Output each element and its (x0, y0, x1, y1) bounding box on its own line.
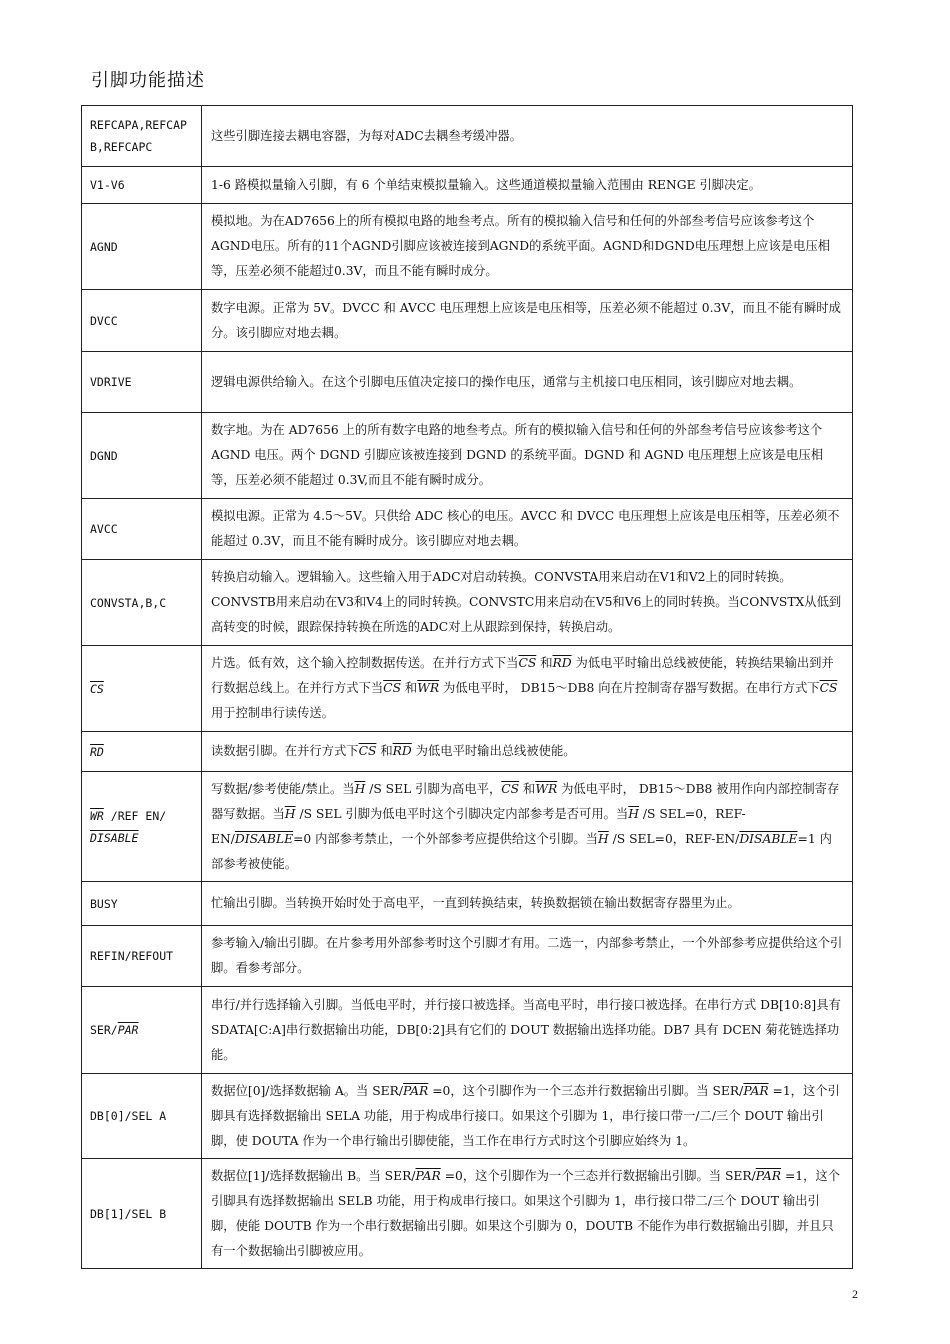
signal-overbar: $\overline{H}$ (284, 806, 296, 821)
desc-text: =0 内部参考禁止，一个外部参考应提供给这个引脚。当 (293, 831, 598, 846)
pin-name: VDRIVE (82, 352, 202, 413)
pin-description: 数字地。为在 AD7656 上的所有数字电路的地叁考点。所有的模拟输入信号和任何的外部叁考信号应该参考这个 AGND 电压。两个 DGND 引脚应该被连接到 DGND 的系统平面。DGND 和 AGND 电压理想上应该是电压相等，压差必须不能超过 0.3V,而且不能有瞬时成分。 (202, 413, 853, 499)
pin-name: DB[0]/SEL A (82, 1074, 202, 1159)
page-number: 2 (852, 1287, 858, 1301)
pin-name: DGND (82, 413, 202, 499)
desc-text: /S SEL 引脚为高电平， (365, 781, 502, 796)
signal-overbar: $\overline{PAR}$ (743, 1083, 769, 1098)
desc-text: 数据位[1]/选择数据输出 B。当 SER/ (211, 1168, 416, 1183)
table-row (82, 106, 853, 167)
pin-name: AVCC (82, 499, 202, 560)
desc-text: 数据位[0]/选择数据输 A。当 SER/ (211, 1083, 404, 1098)
pin-name: DVCC (82, 290, 202, 352)
pin-name (82, 732, 202, 772)
desc-text: 和 (519, 781, 536, 796)
table-row (82, 882, 853, 926)
pin-name-text: SER/ (90, 1023, 118, 1037)
desc-text: 为低电平时， DB15～DB8 向在片控制寄存器写数据。在串行方式下 (439, 681, 820, 695)
signal-overbar: $\overline{PAR}$ (415, 1168, 441, 1183)
table-row (82, 772, 853, 882)
pin-description: 1-6 路模拟量输入引脚，有 6 个单结束模拟量输入。这些通道模拟量输入范围由 RENGE 引脚决定。 (202, 167, 853, 204)
desc-text: =1，这个引脚具有选择数据输出 SELB 功能，用于构成串行接口。如果这个引脚为 1，串行接口带二/三个 DOUT 输出引脚，使能 DOUTB 作为一个串行数据输出引脚。如果这个引脚为 0，DOUTB 不能作为串行数据输出引脚，并且只有一个数据输出引脚被应用。 (211, 1168, 840, 1258)
signal-overbar: $\overline{H}$ (597, 831, 609, 846)
pin-description (202, 646, 853, 732)
desc-text: =1 内部参考被使能。 (211, 831, 832, 871)
pin-description: 这些引脚连接去耦电容器，为每对ADC去耦叁考缓冲器。 (202, 106, 853, 167)
desc-text: 读数据引脚。在并行方式下 (211, 744, 359, 758)
signal-overbar: $\overline{H}$ (628, 806, 639, 821)
desc-text: 片选。低有效，这个输入控制数据传送。在并行方式下当 (211, 656, 519, 670)
desc-text: 写数据/参考使能/禁止。当 (211, 781, 355, 796)
desc-text: 为低电平时， DB15～DB8 被用作向内部控制寄存器写数据。当 (211, 781, 840, 821)
pin-name: BUSY (82, 882, 202, 926)
signal-overbar: $\overline{CS}$ (358, 744, 377, 758)
signal-overbar: $\overline{RD}$ (392, 744, 412, 758)
pin-name (82, 646, 202, 732)
table-row (82, 1074, 853, 1159)
desc-text: /S SEL 引脚为低电平时这个引脚决定内部参考是否可用。当 (295, 806, 629, 821)
pin-name: V1-V6 (82, 167, 202, 204)
pin-description: 串行/并行选择输入引脚。当低电平时，并行接口被选择。当高电平时，串行接口被选择。在串行方式 DB[10:8]具有 SDATA[C:A]串行数据输出功能，DB[0:2]具有它们的 DOUT 数据输出选择功能。DB7 具有 DCEN 菊花链选择功能。 (202, 987, 853, 1074)
pin-name: REFIN/REFOUT (82, 926, 202, 987)
pin-name (82, 106, 202, 167)
desc-text: 为低电平时输出总线被使能，转换结果输出到并行数据总线上。在并行方式下当 (211, 656, 834, 695)
pin-name: DB[1]/SEL B (82, 1159, 202, 1269)
table-row (82, 352, 853, 413)
pin-name: CONVSTA,B,C (82, 560, 202, 646)
table-row (82, 560, 853, 646)
pin-description: 模拟电源。正常为 4.5～5V。只供给 ADC 核心的电压。AVCC 和 DVCC 电压理想上应该是电压相等，压差必须不能超过 0.3V，而且不能有瞬时成分。该引脚应对地去耦。 (202, 499, 853, 560)
desc-text: /S SEL=0，REF-EN/ (211, 806, 746, 846)
signal-overbar: $\overline{RD}$ (552, 656, 572, 670)
desc-text: /S SEL=0，REF-EN/ (608, 831, 740, 846)
desc-text: 和 (401, 681, 418, 695)
pin-name-overbar: $\overline{WR}$ (90, 808, 104, 823)
table-row (82, 646, 853, 732)
signal-overbar: $\overline{WR}$ (535, 781, 558, 796)
pin-name-line: REFCAPA,REFCAP (90, 118, 187, 132)
table-row (82, 167, 853, 204)
signal-overbar: $\overline{CS}$ (819, 681, 838, 695)
pin-name-overbar: $\overline{PAR}$ (117, 1023, 139, 1037)
pin-name-line: B,REFCAPC (90, 140, 153, 154)
signal-overbar: DISABLE (234, 831, 294, 846)
pin-description: 转换启动输入。逻辑输入。这些输入用于ADC对启动转换。CONVSTA用来启动在V1和V2上的同时转换。CONVSTB用来启动在V3和V4上的同时转换。CONVSTC用来启动在V5和V6上的同时转换。当CONVSTX从低到高转变的时候，跟踪保持转换在所选的ADC对上从跟踪到保持，转换启动。 (202, 560, 853, 646)
table-row (82, 499, 853, 560)
pin-description (202, 732, 853, 772)
pin-description (202, 772, 853, 882)
pin-function-table (81, 105, 853, 1269)
pin-name: AGND (82, 204, 202, 290)
pin-description: 模拟地。为在AD7656上的所有模拟电路的地叁考点。所有的模拟输入信号和任何的外部叁考信号应该参考这个AGND电压。所有的11个AGND引脚应该被连接到AGND的系统平面。AGND和DGND电压理想上应该是电压相等，压差必须不能超过0.3V，而且不能有瞬时成分。 (202, 204, 853, 290)
desc-text: =0，这个引脚作为一个三态并行数据输出引脚。当 SER/ (440, 1168, 756, 1183)
pin-description: 逻辑电源供给输入。在这个引脚电压值决定接口的操作电压，通常与主机接口电压相同，该引脚应对地去耦。 (202, 352, 853, 413)
page-title: 引脚功能描述 (91, 70, 205, 91)
desc-text: 为低电平时输出总线被使能。 (411, 744, 576, 758)
table-row (82, 987, 853, 1074)
signal-overbar: $\overline{WR}$ (417, 681, 440, 695)
table-row (82, 204, 853, 290)
signal-overbar: $\overline{CS}$ (501, 781, 520, 796)
pin-description: 忙输出引脚。当转换开始时处于高电平，一直到转换结束，转换数据锁在输出数据寄存器里为止。 (202, 882, 853, 926)
pin-name-overbar: $\overline{RD}$ (90, 744, 104, 759)
desc-text: =0，这个引脚作为一个三态并行数据输出引脚。当 SER/ (428, 1083, 744, 1098)
desc-text: 用于控制串行读传送。 (211, 706, 334, 720)
pin-name-overbar: DISABLE (90, 830, 139, 845)
desc-text: 和 (376, 744, 393, 758)
table-row (82, 290, 853, 352)
signal-overbar: $\overline{H}$ (354, 781, 366, 796)
desc-text: 和 (536, 656, 553, 670)
table-row (82, 732, 853, 772)
pin-name-text: /REF EN/ (103, 808, 167, 823)
pin-description (202, 1159, 853, 1269)
pin-description (202, 1074, 853, 1159)
pin-name (82, 772, 202, 882)
signal-overbar: DISABLE (739, 831, 798, 846)
pin-description: 参考输入/输出引脚。在片参考用外部参考时这个引脚才有用。二选一，内部参考禁止，一个外部参考应提供给这个引脚。看参考部分。 (202, 926, 853, 987)
signal-overbar: $\overline{PAR}$ (755, 1168, 782, 1183)
table-row (82, 926, 853, 987)
pin-description: 数字电源。正常为 5V。DVCC 和 AVCC 电压理想上应该是电压相等，压差必须不能超过 0.3V，而且不能有瞬时成分。该引脚应对地去耦。 (202, 290, 853, 352)
desc-text: =1，这个引脚具有选择数据输出 SELA 功能，用于构成串行接口。如果这个引脚为 1，串行接口带一/二/三个 DOUT 输出引脚，使 DOUTA 作为一个串行输出引脚使能，当工作在串行方式时这个引脚应始终为 1。 (211, 1083, 840, 1148)
signal-overbar: $\overline{CS}$ (518, 656, 537, 670)
pin-name (82, 987, 202, 1074)
pin-name-overbar: $\overline{CS}$ (90, 681, 104, 696)
signal-overbar: $\overline{CS}$ (383, 681, 402, 695)
table-row (82, 1159, 853, 1269)
signal-overbar: $\overline{PAR}$ (403, 1083, 429, 1098)
table-row (82, 413, 853, 499)
